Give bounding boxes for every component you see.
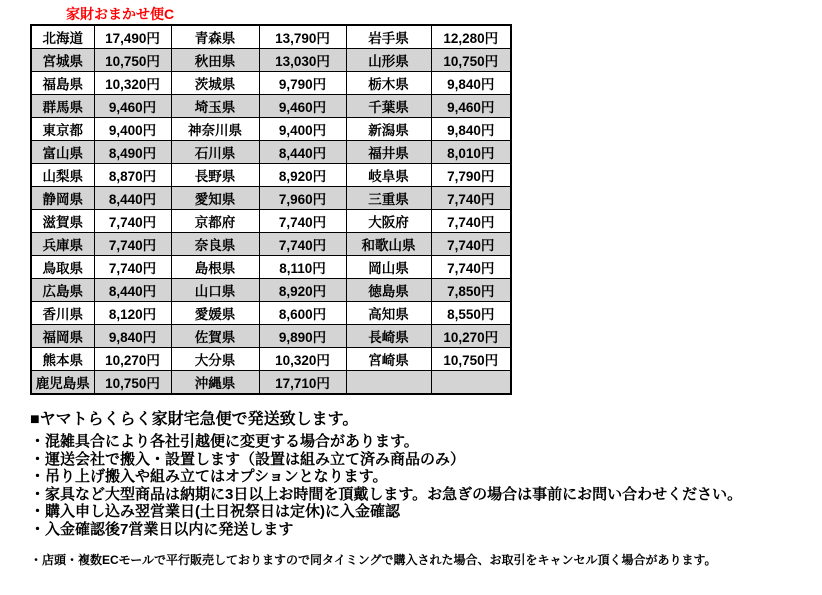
prefecture-cell: 富山県 [31, 141, 94, 164]
shipping-notes-list [30, 433, 742, 538]
price-cell: 9,790円 [259, 72, 346, 95]
prefecture-cell: 福岡県 [31, 325, 94, 348]
price-cell: 7,740円 [431, 210, 511, 233]
table-row [31, 187, 511, 210]
prefecture-cell [346, 371, 431, 395]
prefecture-cell: 山口県 [171, 279, 259, 302]
shipping-note-item: ・混雑具合により各社引越便に変更する場合があります。 [30, 433, 419, 450]
prefecture-cell: 京都府 [171, 210, 259, 233]
price-cell: 17,710円 [259, 371, 346, 395]
prefecture-cell: 奈良県 [171, 233, 259, 256]
price-cell: 8,440円 [94, 187, 171, 210]
shipping-note-item: ・入金確認後7営業日以内に発送します [30, 520, 294, 538]
price-cell: 8,110円 [259, 256, 346, 279]
prefecture-cell: 静岡県 [31, 187, 94, 210]
price-cell: 7,740円 [431, 233, 511, 256]
price-cell: 9,460円 [431, 95, 511, 118]
price-cell: 8,920円 [259, 279, 346, 302]
table-row [31, 233, 511, 256]
table-row [31, 95, 511, 118]
prefecture-cell: 鹿児島県 [31, 371, 94, 395]
price-cell: 8,550円 [431, 302, 511, 325]
prefecture-cell: 石川県 [171, 141, 259, 164]
price-cell: 17,490円 [94, 25, 171, 49]
price-cell: 8,870円 [94, 164, 171, 187]
prefecture-cell: 大分県 [171, 348, 259, 371]
price-cell: 9,400円 [259, 118, 346, 141]
prefecture-cell: 長野県 [171, 164, 259, 187]
price-cell: 7,740円 [94, 256, 171, 279]
prefecture-cell: 宮崎県 [346, 348, 431, 371]
prefecture-cell: 群馬県 [31, 95, 94, 118]
prefecture-cell: 宮城県 [31, 49, 94, 72]
table-row [31, 325, 511, 348]
price-cell: 8,440円 [259, 141, 346, 164]
price-cell: 10,750円 [431, 49, 511, 72]
table-row [31, 210, 511, 233]
prefecture-cell: 香川県 [31, 302, 94, 325]
shipping-fee-table [30, 24, 512, 395]
table-row [31, 118, 511, 141]
price-cell: 9,890円 [259, 325, 346, 348]
shipping-note-item: ・家具など大型商品は納期に3日以上お時間を頂戴します。お急ぎの場合は事前にお問い合わせください。 [30, 485, 743, 503]
price-cell: 8,490円 [94, 141, 171, 164]
prefecture-cell: 和歌山県 [346, 233, 431, 256]
prefecture-cell: 福島県 [31, 72, 94, 95]
price-cell: 7,740円 [94, 233, 171, 256]
prefecture-cell: 佐賀県 [171, 325, 259, 348]
price-cell: 7,740円 [259, 233, 346, 256]
price-cell: 8,440円 [94, 279, 171, 302]
price-cell: 7,740円 [94, 210, 171, 233]
prefecture-cell: 新潟県 [346, 118, 431, 141]
prefecture-cell: 栃木県 [346, 72, 431, 95]
price-cell: 9,400円 [94, 118, 171, 141]
prefecture-cell: 神奈川県 [171, 118, 259, 141]
prefecture-cell: 広島県 [31, 279, 94, 302]
table-row [31, 348, 511, 371]
price-cell: 8,920円 [259, 164, 346, 187]
prefecture-cell: 愛媛県 [171, 302, 259, 325]
price-cell [431, 371, 511, 395]
table-row [31, 302, 511, 325]
price-cell: 7,740円 [431, 187, 511, 210]
table-row [31, 371, 511, 395]
prefecture-cell: 茨城県 [171, 72, 259, 95]
prefecture-cell: 愛知県 [171, 187, 259, 210]
shipping-note-item: ・運送会社で搬入・設置します（設置は組み立て済み商品のみ） [30, 450, 466, 468]
price-cell: 10,750円 [94, 49, 171, 72]
prefecture-cell: 徳島県 [346, 279, 431, 302]
price-cell: 9,840円 [431, 72, 511, 95]
price-cell: 9,460円 [259, 95, 346, 118]
table-row [31, 25, 511, 49]
prefecture-cell: 山梨県 [31, 164, 94, 187]
price-cell: 8,120円 [94, 302, 171, 325]
price-cell: 10,320円 [259, 348, 346, 371]
table-row [31, 49, 511, 72]
prefecture-cell: 兵庫県 [31, 233, 94, 256]
price-cell: 9,840円 [94, 325, 171, 348]
prefecture-cell: 東京都 [31, 118, 94, 141]
price-cell: 9,460円 [94, 95, 171, 118]
shipping-note-item: ・購入申し込み翌営業日(土日祝祭日は定休)に入金確認 [30, 503, 400, 520]
table-row [31, 256, 511, 279]
prefecture-cell: 千葉県 [346, 95, 431, 118]
price-cell: 13,790円 [259, 25, 346, 49]
prefecture-cell: 秋田県 [171, 49, 259, 72]
prefecture-cell: 岩手県 [346, 25, 431, 49]
prefecture-cell: 北海道 [31, 25, 94, 49]
prefecture-cell: 長崎県 [346, 325, 431, 348]
shipping-notes-heading: ■ヤマトらくらく家財宅急便で発送致します。 [30, 411, 359, 428]
prefecture-cell: 大阪府 [346, 210, 431, 233]
price-cell: 10,270円 [94, 348, 171, 371]
price-cell: 8,600円 [259, 302, 346, 325]
table-row [31, 72, 511, 95]
price-cell: 13,030円 [259, 49, 346, 72]
prefecture-cell: 岡山県 [346, 256, 431, 279]
price-cell: 12,280円 [431, 25, 511, 49]
prefecture-cell: 岐阜県 [346, 164, 431, 187]
prefecture-cell: 島根県 [171, 256, 259, 279]
price-cell: 7,740円 [431, 256, 511, 279]
price-cell: 10,750円 [431, 348, 511, 371]
prefecture-cell: 沖縄県 [171, 371, 259, 395]
prefecture-cell: 鳥取県 [31, 256, 94, 279]
prefecture-cell: 高知県 [346, 302, 431, 325]
prefecture-cell: 福井県 [346, 141, 431, 164]
price-cell: 8,010円 [431, 141, 511, 164]
price-cell: 7,960円 [259, 187, 346, 210]
price-cell: 9,840円 [431, 118, 511, 141]
price-cell: 7,790円 [431, 164, 511, 187]
shipping-footnote: ・店頭・複数ECモールで平行販売しておりますので同タイミングで購入された場合、お取引をキャンセル頂く場合があります。 [30, 553, 717, 567]
prefecture-cell: 山形県 [346, 49, 431, 72]
prefecture-cell: 三重県 [346, 187, 431, 210]
prefecture-cell: 青森県 [171, 25, 259, 49]
page-title: 家財おまかせ便C [66, 6, 175, 22]
price-cell: 10,750円 [94, 371, 171, 395]
price-cell: 10,270円 [431, 325, 511, 348]
price-cell: 7,740円 [259, 210, 346, 233]
prefecture-cell: 熊本県 [31, 348, 94, 371]
price-cell: 10,320円 [94, 72, 171, 95]
prefecture-cell: 滋賀県 [31, 210, 94, 233]
table-row [31, 141, 511, 164]
shipping-note-item: ・吊り上げ搬入や組み立てはオプションとなります。 [30, 468, 388, 485]
prefecture-cell: 埼玉県 [171, 95, 259, 118]
table-row [31, 164, 511, 187]
table-row [31, 279, 511, 302]
price-cell: 7,850円 [431, 279, 511, 302]
